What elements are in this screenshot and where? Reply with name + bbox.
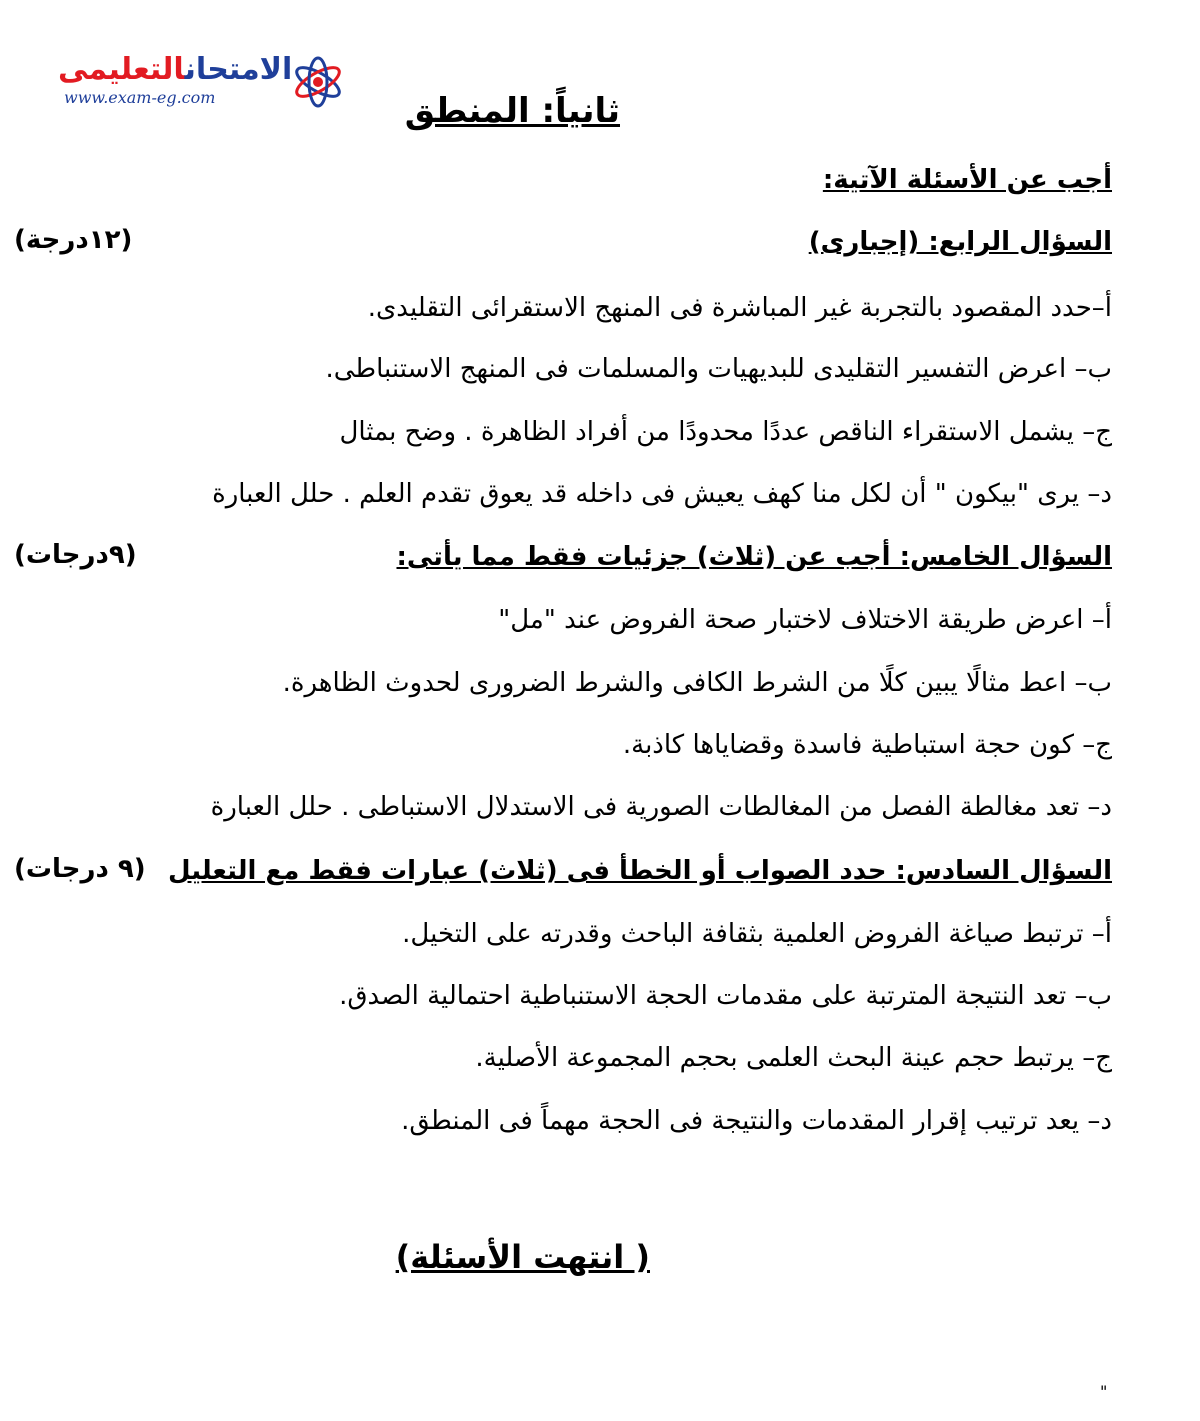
q4-item-a: أ–حدد المقصود بالتجربة غير المباشرة فى المنهج الاستقرائى التقليدى.	[367, 293, 1112, 323]
page-title: ثانياً: المنطق	[404, 91, 620, 131]
q5-item-b: ب– اعط مثالًا يبين كلًا من الشرط الكافى والشرط الضرورى لحدوث الظاهرة.	[282, 668, 1112, 698]
q4-grade: (١٢درجة)	[14, 225, 133, 255]
q6-item-c: ج– يرتبط حجم عينة البحث العلمى بحجم المجموعة الأصلية.	[475, 1043, 1112, 1073]
site-logo	[58, 52, 348, 116]
logo-word-red: التعليمى	[58, 52, 185, 87]
q4-item-d: د– يرى "بيكون " أن لكل منا كهف يعيش فى داخله قد يعوق تقدم العلم . حلل العبارة	[212, 479, 1112, 509]
logo-arabic-text	[58, 52, 292, 88]
logo-word-blue: الامتحان	[184, 52, 293, 87]
q4-item-c: ج– يشمل الاستقراء الناقص عددًا محدودًا من أفراد الظاهرة . وضح بمثال	[339, 417, 1112, 447]
q4-heading: السؤال الرابع: (إجبارى)	[808, 227, 1112, 257]
q5-item-a: أ– اعرض طريقة الاختلاف لاختبار صحة الفروض عند "مل"	[498, 605, 1112, 635]
q5-grade: (٩درجات)	[14, 540, 137, 570]
logo-url: www.exam-eg.com	[64, 88, 216, 107]
q6-item-d: د– يعد ترتيب إقرار المقدمات والنتيجة فى الحجة مهماً فى المنطق.	[401, 1106, 1112, 1136]
q5-item-c: ج– كون حجة استباطية فاسدة وقضاياها كاذبة.	[622, 730, 1112, 760]
q5-item-d: د– تعد مغالطة الفصل من المغالطات الصورية فى الاستدلال الاستباطى . حلل العبارة	[210, 792, 1112, 822]
q5-heading: السؤال الخامس: أجب عن (ثلاث) جزئيات فقط مما يأتى:	[396, 542, 1112, 572]
q6-item-a: أ– ترتبط صياغة الفروض العلمية بثقافة الباحث وقدرته على التخيل.	[402, 919, 1112, 949]
end-of-questions: ( انتهت الأسئلة)	[395, 1238, 650, 1276]
q6-heading: السؤال السادس: حدد الصواب أو الخطأ فى (ثلاث) عبارات فقط مع التعليل	[168, 856, 1112, 886]
instruction: أجب عن الأسئلة الآتية:	[822, 165, 1112, 195]
q6-grade: (٩ درجات)	[14, 854, 146, 884]
corner-mark: "	[1100, 1382, 1108, 1401]
atom-icon	[290, 54, 346, 110]
q6-item-b: ب– تعد النتيجة المترتبة على مقدمات الحجة الاستنباطية احتمالية الصدق.	[339, 981, 1112, 1011]
q4-item-b: ب– اعرض التفسير التقليدى للبديهيات والمسلمات فى المنهج الاستنباطى.	[325, 354, 1112, 384]
